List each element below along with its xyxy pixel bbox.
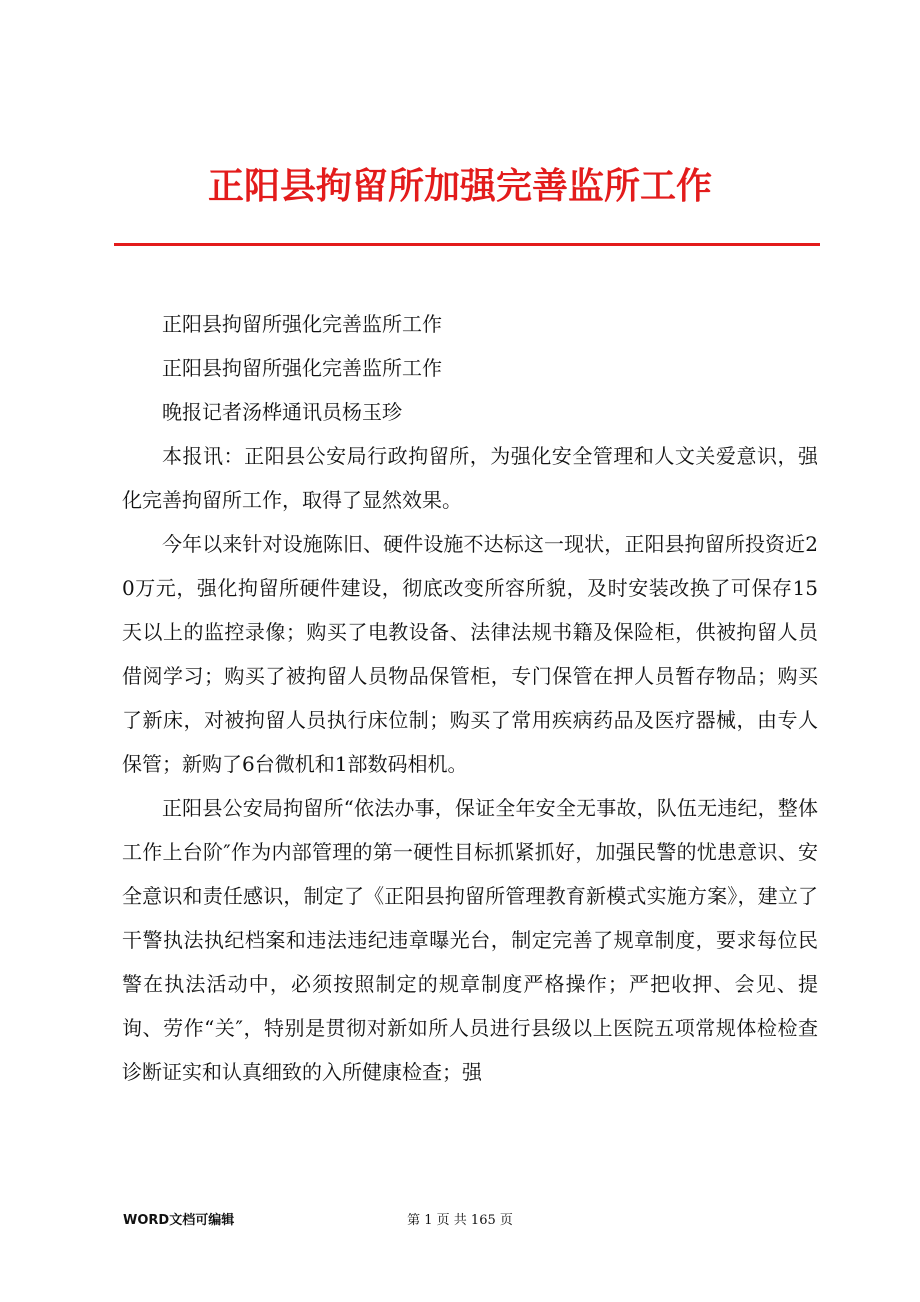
paragraph: 本报讯：正阳县公安局行政拘留所，为强化安全管理和人文关爱意识，强化完善拘留所工作，取得了显然效果。 [122, 444, 818, 512]
paragraph: 正阳县拘留所强化完善监所工作 [162, 356, 442, 380]
page-number: 第 1 页 共 165 页 [407, 1213, 513, 1228]
footer-label: WORD文档可编辑 [123, 1213, 235, 1228]
paragraph: 今年以来针对设施陈旧、硬件设施不达标这一现状，正阳县拘留所投资近20万元，强化拘留所硬件建设，彻底改变所容所貌，及时安装改换了可保存15天以上的监控录像；购买了电教设备、法律法规书籍及保险柜，供被拘留人员借阅学习；购买了被拘留人员物品保管柜，专门保管在押人员暂存物品；购买了新床，对被拘留人员执行床位制；购买了常用疾病药品及医疗器械，由专人保管；新购了6台微机和1部数码相机。 [122, 532, 818, 776]
document-body [122, 302, 818, 1094]
byline: 晚报记者汤桦通讯员杨玉珍 [162, 400, 402, 424]
paragraph: 正阳县公安局拘留所“依法办事，保证全年安全无事故，队伍无违纪，整体工作上台阶″作为内部管理的第一硬性目标抓紧抓好，加强民警的忧患意识、安全意识和责任感识，制定了《正阳县拘留所管理教育新模式实施方案》，建立了干警执法执纪档案和违法违纪违章曝光台，制定完善了规章制度，要求每位民警在执法活动中，必须按照制定的规章制度严格操作；严把收押、会见、提询、劳作“关″，特别是贯彻对新如所人员进行县级以上医院五项常规体检检查诊断证实和认真细致的入所健康检查；强 [122, 796, 818, 1084]
title-divider [114, 243, 820, 246]
document-title: 正阳县拘留所加强完善监所工作 [207, 165, 712, 207]
paragraph: 正阳县拘留所强化完善监所工作 [162, 312, 442, 336]
